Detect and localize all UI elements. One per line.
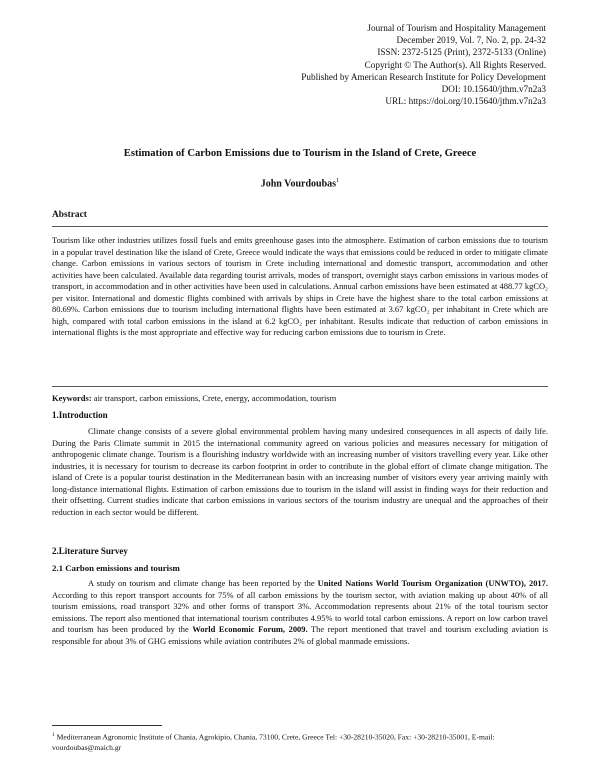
lit-paragraph [52,578,548,647]
intro-heading: 1.Introduction [52,410,108,420]
copyright: Copyright © The Author(s). All Rights Reserved. [364,59,546,70]
subsection-heading: 2.1 Carbon emissions and tourism [52,563,180,573]
abstract-heading: Abstract [52,210,87,220]
footnote [52,730,548,754]
footnote-text: Mediterranean Agronomic Institute of Chania, Agrokipio, Chania, 73100, Crete, Greece Tel: +30-28210-35020, Fax: +30-28210-35001, E-mail: vourdoubas@maich.gr [52,732,495,753]
footnote-rule [52,725,162,726]
journal-name: Journal of Tourism and Hospitality Management [367,23,546,33]
lit-text-end: The report mentioned that travel and tourism excluding aviation is responsible for about 3% of GHG emissions while aviation contributes 2% of global manmade emissions. [52,624,548,646]
journal-header [301,22,546,107]
footnote-mark: 1 [52,732,55,738]
issue-info: December 2019, Vol. 7, No. 2, pp. 24-32 [396,35,546,46]
intro-paragraph: Climate change consists of a severe global environmental problem having many undesired consequences in all aspects of daily life. During the Paris Climate summit in 2015 the international community agreed on various policies and measures necessary for mitigation of anthropogenic climate change. Tourism is a flourishing industry worldwide with an increasing number of visitors travelling every year. Like other industries, it is necessary for tourism to decrease its carbon footprint in order to contribute in the global effort of climate change mitigation. The island of Crete is a popular tourist destination in the Mediterranean basin with an increasing number of visitors every year arriving mainly with long-distance international flights. Estimation of carbon emissions due to tourism in the island will assist in finding ways for their reduction and their offsetting. Current studies indicate that carbon emissions in various sectors of the tourism industry are unequal and the approaches of their reduction in each sector would be different. [52,426,548,517]
author-footnote-mark: 1 [336,177,340,184]
abstract-text: Tourism like other industries utilizes fossil fuels and emits greenhouse gases into the atmosphere. Estimation of carbon emissions due to tourism in a popular travel destination like the island of Crete, Greece would indicate the ways that emissions could be reduced in order to mitigate climate change. Carbon emissions in various sectors of tourism in Crete including international and domestic transport, accommodation and other activities have been calculated. Available data regarding tourist arrivals, modes of transport, overnight stays carbon emissions in various modes of transport, in accommodation and in other activities have been used in calculations. Annual carbon emissions have been estimated at 488.77 kgCO₂ per visitor. International and domestic flights combined with arrivals by ships in Crete have the highest share to the total carbon emissions at 80.69%. Carbon emissions due to tourism including international flights have been estimated at 3.67 kgCO₂ per inhabitant in Crete which are high, compared with total carbon emissions in the island at 6.2 kgCO₂ per inhabitant. Results indicate that reduction of carbon emissions in international flights is the most appropriate and effective way for reducing carbon emissions due to tourism in Crete. [52,235,548,337]
lit-text-start: A study on tourism and climate change has been reported by the [88,578,318,588]
url-link[interactable]: URL: https://doi.org/10.15640/jthm.v7n2a3 [385,96,546,107]
keywords [52,393,548,404]
publisher: Published by American Research Institute for Policy Development [301,71,546,82]
author-name: John Vourdoubas [260,178,337,190]
lit-text-mid: According to this report transport accounts for 75% of all carbon emissions by the tourism sector, with aviation making up about 40% of all tourism emissions, road transport 32% and other forms of transport 3%. Accommodation represents about 21% of the total tourism sector emissions. The report also mentioned that international tourism contributes 4.95% to world total carbon emissions. A report on low carbon travel and tourism has been produced by the [52,589,548,634]
lit-org-wef: World Economic Forum, 2009. [192,624,308,634]
doi: DOI: 10.15640/jthm.v7n2a3 [441,84,546,95]
abstract-bottom-rule [52,386,548,387]
keywords-label: Keywords: [52,393,92,403]
keywords-list: air transport, carbon emissions, Crete, energy, accommodation, tourism [91,393,337,403]
author-line [0,177,600,189]
lit-survey-heading: 2.Literature Survey [52,546,128,556]
issn: ISSN: 2372-5125 (Print), 2372-5133 (Online) [377,47,546,58]
abstract-top-rule [52,226,548,227]
lit-org-unwto: United Nations World Tourism Organization (UNWTO), 2017. [317,578,548,588]
paper-title: Estimation of Carbon Emissions due to Tourism in the Island of Crete, Greece [123,148,477,159]
